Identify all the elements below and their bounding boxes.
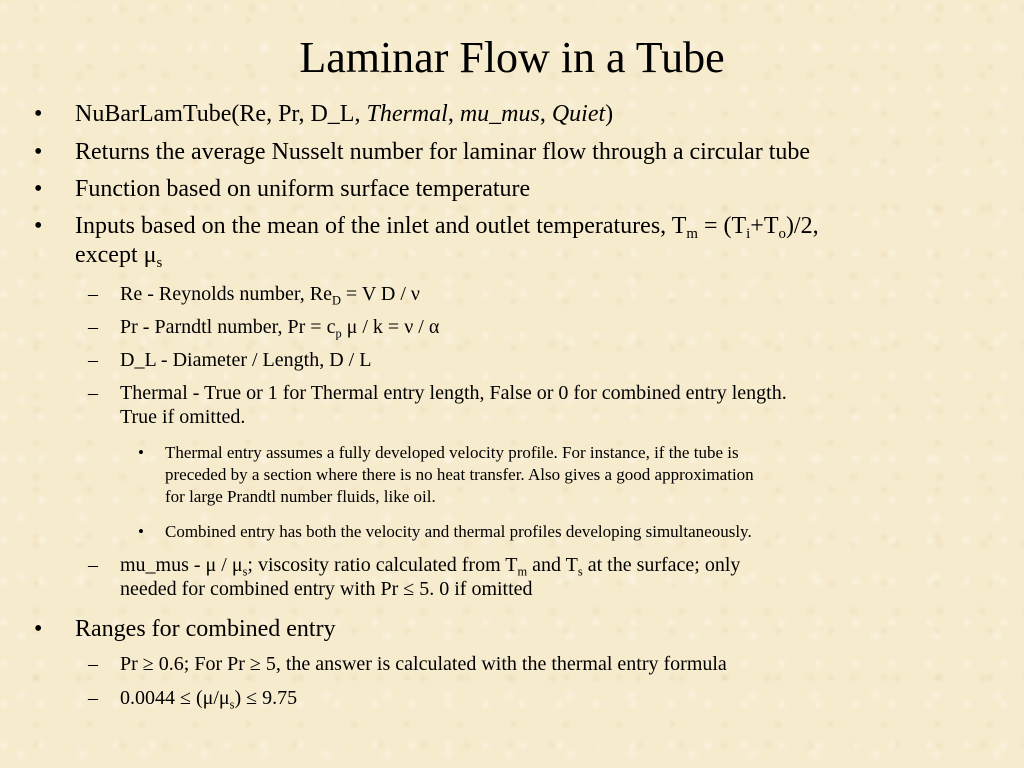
bullet-text: needed for combined entry with Pr ≤ 5. 0 if omitted xyxy=(120,578,533,600)
sub-bullet-pr-range xyxy=(88,652,727,676)
bullet-text: except μ xyxy=(75,242,157,268)
subscript: i xyxy=(746,226,751,243)
bullet-text: mu_mus - μ / μ xyxy=(120,554,243,576)
subscript: s xyxy=(229,697,235,712)
bullet-text: Re - Reynolds number, Re xyxy=(120,283,332,305)
bullet-marker: • xyxy=(34,616,43,642)
bullet-returns xyxy=(34,138,811,167)
subscript: o xyxy=(778,226,786,243)
sub-bullet-re xyxy=(88,282,420,308)
param-mu-mus: mu_mus xyxy=(459,101,540,127)
dash-marker: – xyxy=(88,316,98,338)
bullet-text: Function based on uniform surface temperature xyxy=(75,176,531,202)
bullet-text: preceded by a section where there is no heat transfer. Also gives a good approximation xyxy=(165,465,754,484)
bullet-marker: • xyxy=(34,101,43,127)
sub-bullet-pr xyxy=(88,315,440,341)
sub-sub-bullet-combined-entry xyxy=(138,521,752,543)
dash-marker: – xyxy=(88,283,98,305)
bullet-text: ; viscosity ratio calculated from T xyxy=(247,554,518,576)
subscript: p xyxy=(335,326,342,341)
closing-paren: ) xyxy=(605,101,614,127)
sub-bullet-d-l xyxy=(88,348,372,372)
subscript: s xyxy=(577,564,583,579)
subscript: m xyxy=(686,226,698,243)
slide-title: Laminar Flow in a Tube xyxy=(299,33,725,82)
sub-bullet-viscosity-range xyxy=(88,686,298,712)
bullet-text: D_L - Diameter / Length, D / L xyxy=(120,349,372,371)
dash-marker: – xyxy=(88,382,98,404)
bullet-text: 0.0044 ≤ (μ/μ xyxy=(120,687,230,709)
bullet-text: = (T xyxy=(697,213,747,239)
separator: , xyxy=(447,101,460,127)
bullet-marker: • xyxy=(34,176,43,202)
bullet-text: at the surface; only xyxy=(582,554,741,576)
subscript: D xyxy=(331,293,341,308)
bullet-text: μ / k = ν / α xyxy=(341,316,440,338)
bullet-marker: • xyxy=(138,522,144,541)
subscript: s xyxy=(242,564,248,579)
dash-marker: – xyxy=(88,554,98,576)
param-thermal: Thermal xyxy=(366,101,448,127)
sub-bullet-mu-mus xyxy=(88,553,741,601)
sub-bullet-thermal xyxy=(88,381,787,429)
dash-marker: – xyxy=(88,349,98,371)
subscript: m xyxy=(517,564,528,579)
bullet-function-signature xyxy=(34,100,614,129)
bullet-text: Pr ≥ 0.6; For Pr ≥ 5, the answer is calculated with the thermal entry formula xyxy=(120,653,727,675)
bullet-text: Thermal entry assumes a fully developed velocity profile. For instance, if the tube is xyxy=(165,443,739,462)
bullet-text: True if omitted. xyxy=(120,406,246,428)
dash-marker: – xyxy=(88,653,98,675)
bullet-inputs xyxy=(34,212,819,272)
bullet-text: Combined entry has both the velocity and thermal profiles developing simultaneously. xyxy=(165,522,752,541)
bullet-text: +T xyxy=(750,213,779,239)
bullet-text: )/2, xyxy=(785,213,819,239)
bullet-text: Inputs based on the mean of the inlet and outlet temperatures, T xyxy=(75,213,687,239)
dash-marker: – xyxy=(88,687,98,709)
bullet-text: = V D / ν xyxy=(340,283,420,305)
subscript: s xyxy=(156,255,163,272)
bullet-marker: • xyxy=(34,139,43,165)
bullet-text: Returns the average Nusselt number for laminar flow through a circular tube xyxy=(75,139,811,165)
bullet-text: ) ≤ 9.75 xyxy=(234,687,298,709)
bullet-text: for large Prandtl number fluids, like oil. xyxy=(165,487,436,506)
param-quiet: Quiet xyxy=(551,101,606,127)
bullet-marker: • xyxy=(34,213,43,239)
separator: , xyxy=(539,101,552,127)
bullet-text: and T xyxy=(527,554,578,576)
bullet-uniform-temperature xyxy=(34,175,531,204)
signature-text: NuBarLamTube(Re, Pr, D_L, xyxy=(75,101,367,127)
bullet-ranges xyxy=(34,615,336,644)
bullet-text: Thermal - True or 1 for Thermal entry length, False or 0 for combined entry length. xyxy=(120,382,787,404)
sub-sub-bullet-thermal-entry xyxy=(138,442,754,508)
bullet-text: Ranges for combined entry xyxy=(75,616,336,642)
bullet-text: Pr - Parndtl number, Pr = c xyxy=(120,316,336,338)
bullet-marker: • xyxy=(138,443,144,462)
